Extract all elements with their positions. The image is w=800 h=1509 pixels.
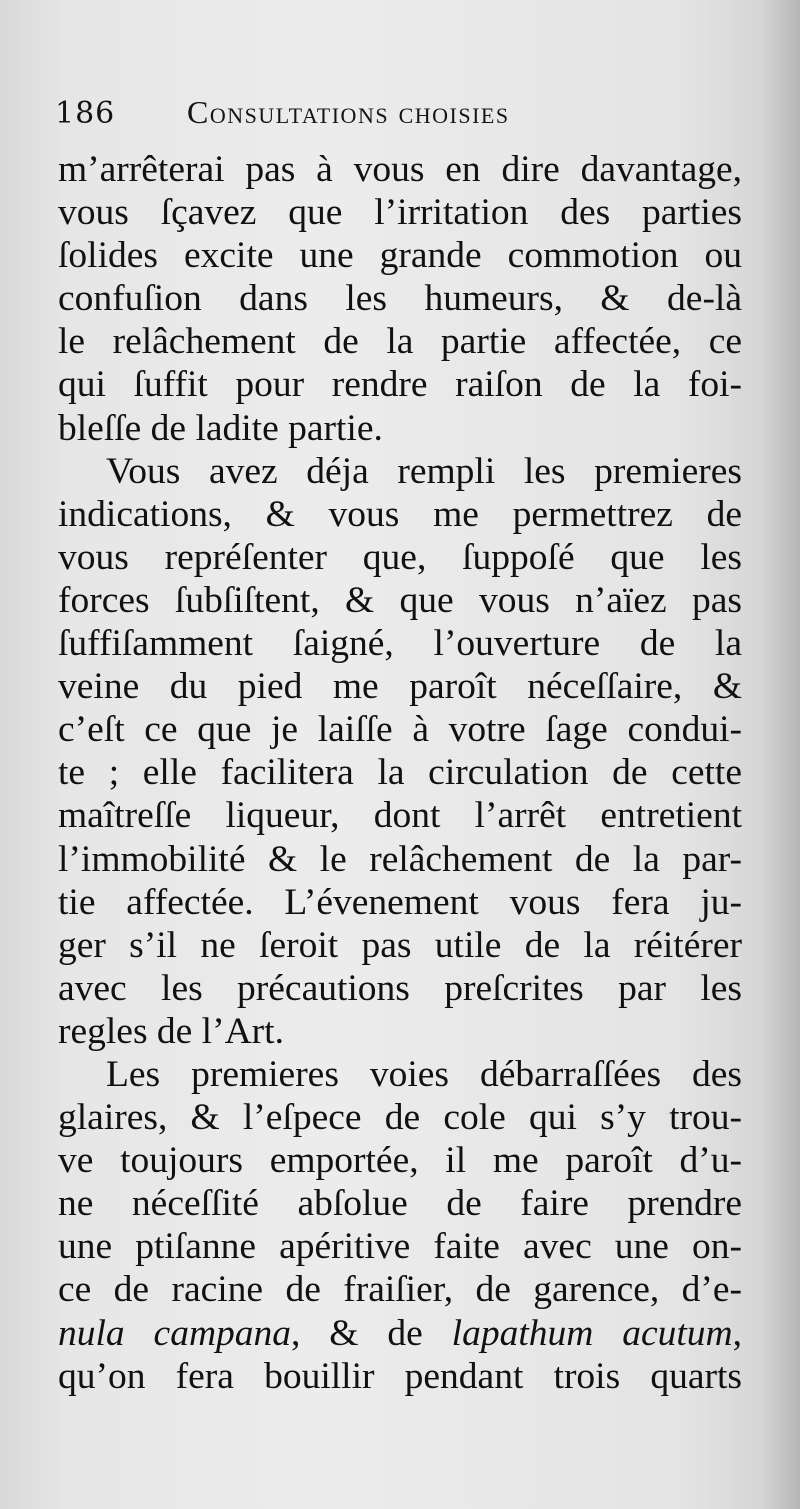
page-header bbox=[55, 92, 655, 138]
text-line: ce de racine de fraiſier, de garence, d’e- bbox=[58, 1269, 742, 1311]
text-line: avec les précautions preſcrites par les bbox=[58, 967, 742, 1009]
text-line: forces ſubſiſtent, & que vous n’aïez pas bbox=[58, 579, 742, 621]
text-line: confuſion dans les humeurs, & de-là bbox=[58, 278, 742, 320]
text-line: tie affectée. L’évenement vous fera ju- bbox=[58, 881, 742, 923]
italic-term: lapathum acutum bbox=[451, 1312, 733, 1354]
text-line: ve toujours emportée, il me paroît d’u- bbox=[58, 1140, 742, 1182]
text-line: Les premieres voies débarraſſées des bbox=[106, 1053, 742, 1095]
text-line: glaires, & l’eſpece de cole qui s’y trou- bbox=[58, 1097, 742, 1139]
text-line: m’arrêterai pas à vous en dire davantage, bbox=[58, 149, 742, 190]
text-line: qui ſuffit pour rendre raiſon de la foi- bbox=[58, 364, 742, 406]
text-line: te ; elle facilitera la circulation de cette bbox=[58, 752, 742, 794]
text-line: ſuffiſamment ſaigné, l’ouverture de la bbox=[58, 623, 742, 665]
text-line: Vous avez déja rempli les premieres bbox=[106, 450, 742, 492]
text-line: maîtreſſe liqueur, dont l’arrêt entretient bbox=[58, 795, 742, 837]
text-line bbox=[58, 1312, 742, 1355]
body-text bbox=[58, 148, 742, 1398]
page-edge-shadow bbox=[760, 0, 800, 1509]
text-line: regles de l’Art. bbox=[58, 1010, 284, 1052]
text-line: ne néceſſité abſolue de faire prendre bbox=[58, 1183, 742, 1225]
text-line: vous repréſenter que, ſuppoſé que les bbox=[58, 536, 742, 578]
text-line: vous ſçavez que l’irritation des parties bbox=[58, 192, 742, 234]
text-fragment: , bbox=[732, 1312, 742, 1354]
text-line: le relâchement de la partie affectée, ce bbox=[58, 321, 742, 363]
italic-term: nula campana bbox=[58, 1312, 292, 1354]
text-fragment: , & de bbox=[291, 1312, 452, 1354]
running-head: Consultations choisies bbox=[187, 94, 510, 130]
text-line: l’immobilité & le relâchement de la par- bbox=[58, 838, 742, 880]
page-number: 186 bbox=[55, 96, 116, 131]
text-line: qu’on fera bouillir pendant trois quarts bbox=[58, 1355, 742, 1397]
text-line: ſolides excite une grande commotion ou bbox=[58, 235, 742, 277]
text-line: indications, & vous me permettrez de bbox=[58, 493, 742, 535]
text-line: bleſſe de ladite partie. bbox=[58, 407, 383, 449]
text-line: c’eſt ce que je laiſſe à votre ſage condui- bbox=[58, 709, 742, 751]
text-line: ger s’il ne ſeroit pas utile de la réitérer bbox=[58, 924, 742, 966]
text-line: une ptiſanne apéritive faite avec une on- bbox=[58, 1226, 742, 1268]
text-line: veine du pied me paroît néceſſaire, & bbox=[58, 666, 742, 708]
